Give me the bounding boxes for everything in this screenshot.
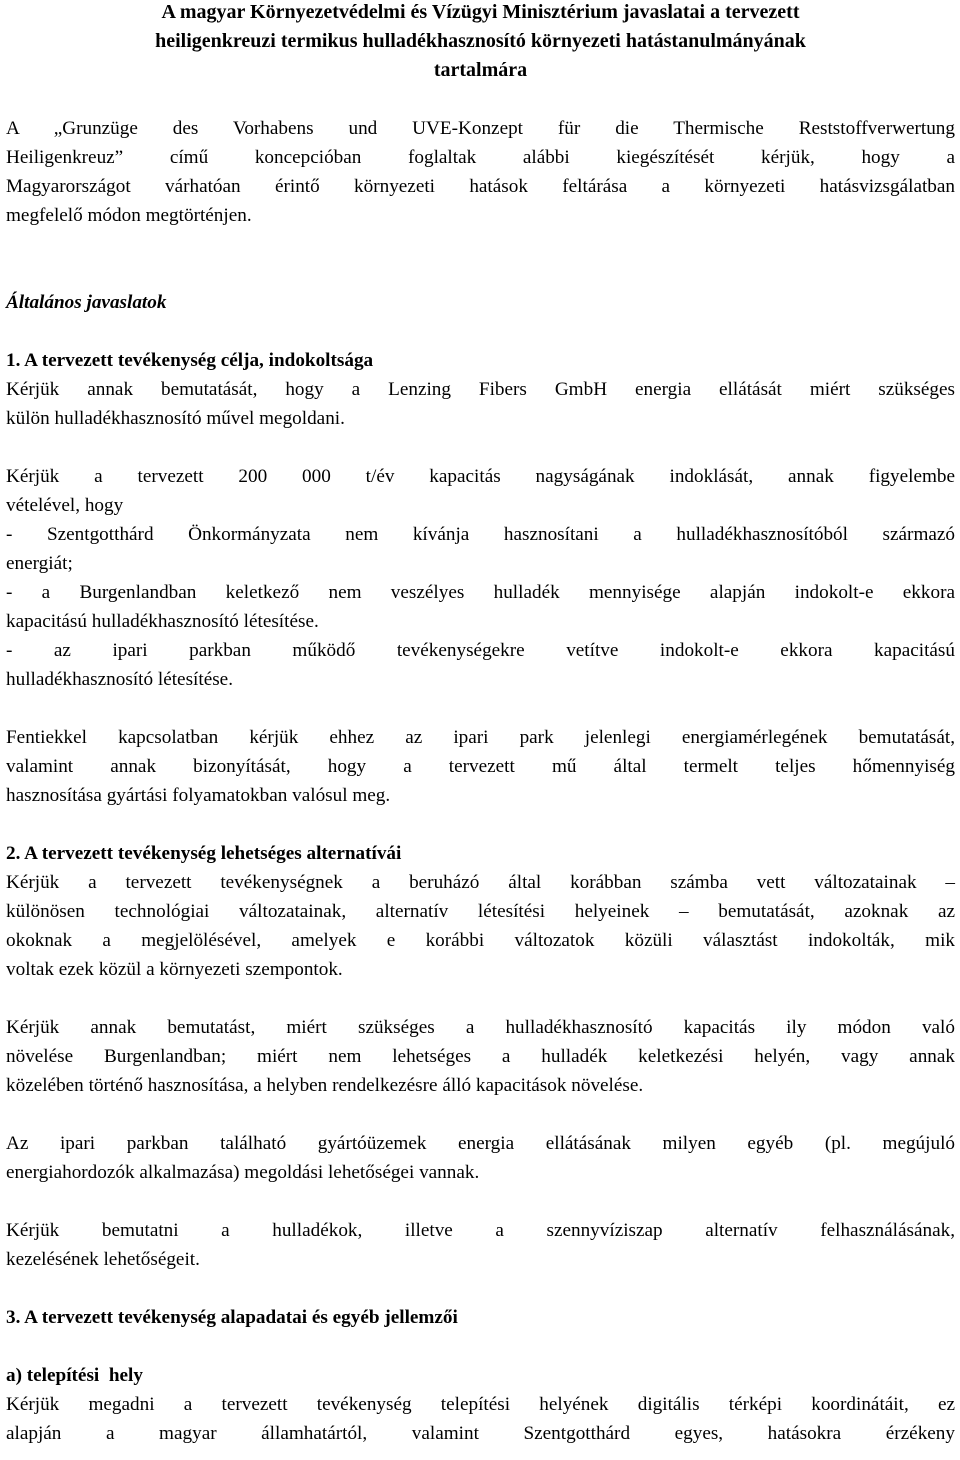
text-line: - Szentgotthárd Önkormányzata nem kívánja hasznosítani a hulladékhasznosítóból származó — [6, 524, 955, 545]
section-1-paragraph-1 — [6, 375, 955, 433]
text-line: Az ipari parkban található gyártóüzemek energia ellátásának milyen egyéb (pl. megújuló — [6, 1133, 955, 1154]
text-line: Heiligenkreuz” című koncepcióban foglaltak alábbi kiegészítését kérjük, hogy a — [6, 147, 955, 168]
text-line: hasznosítása gyártási folyamatokban valósul meg. — [6, 785, 391, 806]
section-2-paragraph-3 — [6, 1129, 955, 1187]
document-title — [6, 0, 955, 85]
section-2-paragraph-4 — [6, 1216, 955, 1274]
title-line: A magyar Környezetvédelmi és Vízügyi Minisztérium javaslatai a tervezett — [161, 1, 800, 23]
section-3a-heading: a) telepítési hely — [6, 1365, 143, 1386]
text-line: megfelelő módon megtörténjen. — [6, 205, 252, 226]
title-line: heiligenkreuzi termikus hulladékhasznosító környezeti hatástanulmányának — [155, 30, 806, 52]
section-2-paragraph-2 — [6, 1013, 955, 1100]
text-line: Kérjük megadni a tervezett tevékenység telepítési helyének digitális térképi koordinátáit, ez — [6, 1394, 955, 1415]
text-line: Kérjük annak bemutatását, hogy a Lenzing Fibers GmbH energia ellátását miért szükséges — [6, 379, 955, 400]
text-line: Magyarországot várhatóan érintő környezeti hatások feltárása a környezeti hatásvizsgálatban — [6, 176, 955, 197]
section-1-paragraph-2 — [6, 462, 955, 694]
document-body — [6, 0, 955, 1448]
text-line: valamint annak bizonyítását, hogy a tervezett mű által termelt teljes hőmennyiség — [6, 756, 955, 777]
text-line: kezelésének lehetőségeit. — [6, 1249, 200, 1270]
text-line: alapján a magyar államhatártól, valamint Szentgotthárd egyes, hatásokra érzékeny — [6, 1423, 955, 1444]
text-line: energiahordozók alkalmazása) megoldási lehetőségei vannak. — [6, 1162, 480, 1183]
section-1-heading: 1. A tervezett tevékenység célja, indokoltsága — [6, 350, 374, 371]
section-3a-paragraph — [6, 1390, 955, 1448]
text-line: Fentiekkel kapcsolatban kérjük ehhez az ipari park jelenlegi energiamérlegének bemutatását, — [6, 727, 955, 748]
title-line: tartalmára — [433, 59, 528, 81]
text-line: energiát; — [6, 553, 73, 574]
section-2-paragraph-1 — [6, 868, 955, 984]
text-line: A „Grunzüge des Vorhabens und UVE-Konzept für die Thermische Reststoffverwertung — [6, 118, 955, 139]
text-line: hulladékhasznosító létesítése. — [6, 669, 233, 690]
intro-paragraph — [6, 114, 955, 230]
text-line: Kérjük annak bemutatást, miért szükséges a hulladékhasznosító kapacitás ily módon való — [6, 1017, 955, 1038]
text-line: Kérjük a tervezett 200 000 t/év kapacitás nagyságának indoklását, annak figyelembe — [6, 466, 955, 487]
section-3-heading: 3. A tervezett tevékenység alapadatai és egyéb jellemzői — [6, 1307, 458, 1328]
text-line: vételével, hogy — [6, 495, 124, 516]
text-line: közelében történő hasznosítása, a helyben rendelkezésre álló kapacitások növelése. — [6, 1075, 644, 1096]
text-line: - a Burgenlandban keletkező nem veszélyes hulladék mennyisége alapján indokolt-e ekkora — [6, 582, 955, 603]
text-line: különösen technológiai változatainak, alternatív létesítési helyeinek – bemutatását, azoknak az — [6, 901, 955, 922]
text-line: kapacitású hulladékhasznosító létesítése. — [6, 611, 319, 632]
text-line: Kérjük bemutatni a hulladékok, illetve a szennyvíziszap alternatív felhasználásának, — [6, 1220, 955, 1241]
section-1-paragraph-3 — [6, 723, 955, 810]
text-line: Kérjük a tervezett tevékenységnek a beruházó által korábban számba vett változatainak – — [6, 872, 955, 893]
text-line: - az ipari parkban működő tevékenységekre vetítve indokolt-e ekkora kapacitású — [6, 640, 955, 661]
general-proposals-heading: Általános javaslatok — [6, 292, 167, 313]
text-line: külön hulladékhasznosító művel megoldani. — [6, 408, 345, 429]
text-line: növelése Burgenlandban; miért nem lehetséges a hulladék keletkezési helyén, vagy annak — [6, 1046, 955, 1067]
text-line: voltak ezek közül a környezeti szempontok. — [6, 959, 343, 980]
text-line: okoknak a megjelölésével, amelyek e korábbi változatok közüli választást indokolták, mik — [6, 930, 955, 951]
section-2-heading: 2. A tervezett tevékenység lehetséges alternatívái — [6, 843, 402, 864]
